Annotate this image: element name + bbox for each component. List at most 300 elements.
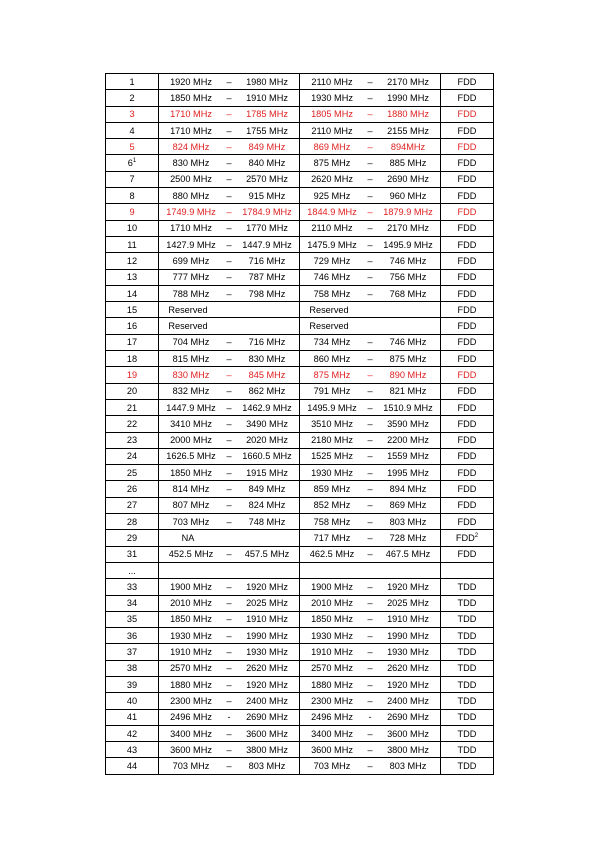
duplex-mode: FDD	[457, 418, 477, 429]
band-number: 10	[126, 223, 138, 234]
uplink-low-freq: 1850 MHz	[170, 614, 212, 625]
downlink-high-freq: 728 MHz	[389, 532, 427, 543]
table-row	[106, 709, 494, 725]
table-row	[106, 595, 494, 611]
band-number: 16	[126, 321, 138, 332]
duplex-mode-cell	[441, 465, 494, 481]
uplink-range-cell	[159, 155, 300, 171]
duplex-mode-cell	[441, 758, 494, 774]
range-dash: –	[226, 630, 232, 641]
range-dash: –	[226, 207, 232, 218]
range-dash: –	[226, 663, 232, 674]
band-number-cell	[106, 497, 159, 513]
uplink-range-cell	[159, 367, 300, 383]
range-dash: –	[367, 451, 373, 462]
duplex-mode: TDD	[457, 761, 477, 772]
duplex-mode-cell	[441, 269, 494, 285]
range-dash: –	[367, 255, 373, 266]
downlink-reserved: Reserved	[309, 321, 349, 332]
band-number: 13	[126, 272, 138, 283]
duplex-mode-cell	[441, 644, 494, 660]
table-row	[106, 676, 494, 692]
table-row	[106, 204, 494, 220]
range-dash: –	[226, 223, 232, 234]
uplink-high-freq: 1920 MHz	[246, 679, 288, 690]
duplex-mode-cell	[441, 595, 494, 611]
duplex-mode: FDD	[455, 532, 475, 543]
downlink-low-freq: 791 MHz	[313, 386, 351, 397]
table-row	[106, 432, 494, 448]
duplex-mode-cell	[441, 693, 494, 709]
band-number: ...	[128, 565, 136, 576]
band-number-cell	[106, 220, 159, 236]
duplex-mode-cell	[441, 725, 494, 741]
uplink-high-freq: 1785 MHz	[246, 109, 288, 120]
downlink-range-cell	[300, 595, 441, 611]
table-row	[106, 302, 494, 318]
duplex-mode-cell	[441, 432, 494, 448]
uplink-range-cell	[159, 579, 300, 595]
downlink-low-freq: 703 MHz	[313, 761, 351, 772]
table-row	[106, 188, 494, 204]
uplink-high-freq: 1784.9 MHz	[242, 207, 292, 218]
duplex-mode: FDD	[457, 141, 477, 152]
downlink-range-cell	[300, 106, 441, 122]
table-row	[106, 530, 494, 546]
band-number-cell	[106, 562, 159, 578]
band-number-cell	[106, 90, 159, 106]
uplink-high-freq: 845 MHz	[248, 369, 286, 380]
downlink-high-freq: 2620 MHz	[387, 663, 429, 674]
uplink-low-freq: 1880 MHz	[170, 679, 212, 690]
duplex-mode-cell	[441, 285, 494, 301]
duplex-mode: FDD	[457, 516, 477, 527]
uplink-high-freq: 3800 MHz	[246, 744, 288, 755]
downlink-high-freq: 803 MHz	[389, 761, 427, 772]
uplink-range-cell	[159, 514, 300, 530]
downlink-high-freq: 2025 MHz	[387, 598, 429, 609]
range-dash: –	[226, 190, 232, 201]
band-number: 5	[129, 141, 135, 152]
band-number: 6	[127, 158, 133, 169]
downlink-low-freq: 2010 MHz	[311, 598, 353, 609]
range-dash: –	[226, 728, 232, 739]
downlink-high-freq: 1920 MHz	[387, 581, 429, 592]
downlink-high-freq: 1990 MHz	[387, 92, 429, 103]
range-dash: –	[367, 630, 373, 641]
downlink-range-cell	[300, 204, 441, 220]
downlink-high-freq: 1930 MHz	[387, 647, 429, 658]
band-number-cell	[106, 74, 159, 90]
downlink-low-freq: 758 MHz	[313, 288, 351, 299]
band-number: 22	[126, 418, 138, 429]
uplink-range-cell	[159, 318, 300, 334]
band-number: 23	[126, 435, 138, 446]
table-row	[106, 416, 494, 432]
uplink-range-cell	[159, 725, 300, 741]
band-number: 43	[126, 744, 138, 755]
uplink-range-cell	[159, 90, 300, 106]
downlink-high-freq: 2170 MHz	[387, 76, 429, 87]
table-row	[106, 448, 494, 464]
duplex-mode: FDD	[457, 174, 477, 185]
range-dash: –	[226, 369, 232, 380]
uplink-high-freq: 1447.9 MHz	[242, 239, 292, 250]
downlink-low-freq: 1475.9 MHz	[307, 239, 357, 250]
duplex-mode-cell	[441, 171, 494, 187]
downlink-range-cell	[300, 530, 441, 546]
downlink-low-freq: 758 MHz	[313, 516, 351, 527]
downlink-range-cell	[300, 399, 441, 415]
duplex-mode-cell	[441, 106, 494, 122]
downlink-high-freq: 3600 MHz	[387, 728, 429, 739]
duplex-mode-cell	[441, 676, 494, 692]
downlink-range-cell	[300, 220, 441, 236]
band-number: 15	[126, 304, 138, 315]
range-dash: –	[367, 435, 373, 446]
uplink-high-freq: 1462.9 MHz	[242, 402, 292, 413]
downlink-high-freq: 2200 MHz	[387, 435, 429, 446]
range-dash: -	[227, 712, 231, 723]
downlink-high-freq: 894 MHz	[389, 484, 427, 495]
range-dash: –	[226, 451, 232, 462]
uplink-high-freq: 803 MHz	[248, 761, 286, 772]
downlink-low-freq: 1850 MHz	[311, 614, 353, 625]
uplink-low-freq: 3600 MHz	[170, 744, 212, 755]
downlink-range-cell	[300, 448, 441, 464]
range-dash: –	[226, 174, 232, 185]
duplex-mode: FDD	[457, 321, 477, 332]
duplex-mode-cell	[441, 399, 494, 415]
duplex-mode: FDD	[457, 500, 477, 511]
uplink-low-freq: 807 MHz	[172, 500, 210, 511]
band-number-cell	[106, 693, 159, 709]
uplink-high-freq: 1920 MHz	[246, 581, 288, 592]
uplink-range-cell	[159, 448, 300, 464]
band-number-cell	[106, 709, 159, 725]
duplex-mode: FDD	[457, 337, 477, 348]
uplink-range-cell	[159, 530, 300, 546]
range-dash: –	[226, 125, 232, 136]
band-number: 36	[126, 630, 138, 641]
downlink-low-freq: 1525 MHz	[311, 451, 353, 462]
range-dash: –	[226, 255, 232, 266]
downlink-high-freq: 875 MHz	[389, 353, 427, 364]
downlink-range-cell	[300, 611, 441, 627]
table-row	[106, 465, 494, 481]
uplink-low-freq: 832 MHz	[172, 386, 210, 397]
downlink-range-cell	[300, 139, 441, 155]
band-number-cell	[106, 546, 159, 562]
range-dash: –	[367, 92, 373, 103]
band-number-cell	[106, 236, 159, 252]
uplink-range-cell	[159, 285, 300, 301]
downlink-range-cell	[300, 236, 441, 252]
downlink-high-freq: 885 MHz	[389, 158, 427, 169]
uplink-high-freq: 3600 MHz	[246, 728, 288, 739]
duplex-mode: FDD	[457, 386, 477, 397]
range-dash: –	[226, 598, 232, 609]
duplex-mode: TDD	[457, 695, 477, 706]
uplink-low-freq: 1710 MHz	[170, 125, 212, 136]
uplink-range-cell	[159, 220, 300, 236]
downlink-range-cell	[300, 546, 441, 562]
table-row	[106, 758, 494, 774]
downlink-high-freq: 768 MHz	[389, 288, 427, 299]
downlink-high-freq: 1880 MHz	[387, 109, 429, 120]
uplink-high-freq: 748 MHz	[248, 516, 286, 527]
uplink-range-cell	[159, 742, 300, 758]
uplink-high-freq: 1980 MHz	[246, 76, 288, 87]
table-row	[106, 220, 494, 236]
band-number-cell	[106, 302, 159, 318]
band-number-cell	[106, 676, 159, 692]
duplex-mode-cell	[441, 74, 494, 90]
uplink-high-freq: 2025 MHz	[246, 598, 288, 609]
uplink-low-freq: 1850 MHz	[170, 92, 212, 103]
duplex-mode: FDD	[457, 239, 477, 250]
uplink-low-freq: 777 MHz	[172, 272, 210, 283]
uplink-high-freq: 840 MHz	[248, 158, 286, 169]
footnote-marker: 2	[474, 532, 479, 539]
downlink-range-cell	[300, 465, 441, 481]
uplink-na: NA	[181, 532, 195, 543]
band-number: 29	[126, 532, 138, 543]
band-number-cell	[106, 725, 159, 741]
range-dash: –	[226, 418, 232, 429]
band-number-cell	[106, 318, 159, 334]
uplink-range-cell	[159, 481, 300, 497]
downlink-low-freq: 2110 MHz	[311, 125, 353, 136]
downlink-range-cell	[300, 155, 441, 171]
downlink-low-freq: 2180 MHz	[311, 435, 353, 446]
uplink-high-freq: 798 MHz	[248, 288, 286, 299]
downlink-low-freq: 859 MHz	[313, 484, 351, 495]
duplex-mode-cell	[441, 334, 494, 350]
range-dash: –	[367, 679, 373, 690]
table-row	[106, 171, 494, 187]
band-number-cell	[106, 530, 159, 546]
range-dash: –	[226, 158, 232, 169]
band-number-cell	[106, 742, 159, 758]
uplink-low-freq: 880 MHz	[172, 190, 210, 201]
downlink-range-cell	[300, 758, 441, 774]
uplink-high-freq: 915 MHz	[248, 190, 286, 201]
table-row	[106, 236, 494, 252]
duplex-mode: FDD	[457, 207, 477, 218]
duplex-mode: FDD	[457, 304, 477, 315]
uplink-range-cell	[159, 302, 300, 318]
downlink-low-freq: 1900 MHz	[311, 581, 353, 592]
range-dash: –	[226, 695, 232, 706]
uplink-high-freq: 2570 MHz	[246, 174, 288, 185]
duplex-mode: TDD	[457, 679, 477, 690]
downlink-range-cell	[300, 253, 441, 269]
duplex-mode: FDD	[457, 369, 477, 380]
uplink-high-freq: 1770 MHz	[246, 223, 288, 234]
downlink-high-freq: 2690 MHz	[387, 712, 429, 723]
duplex-mode-cell	[441, 530, 494, 546]
duplex-mode-cell	[441, 90, 494, 106]
duplex-mode-cell	[441, 318, 494, 334]
uplink-range-cell	[159, 644, 300, 660]
duplex-mode-cell	[441, 742, 494, 758]
band-number-cell	[106, 122, 159, 138]
table-row	[106, 693, 494, 709]
uplink-range-cell	[159, 399, 300, 415]
duplex-mode-cell	[441, 236, 494, 252]
band-number: 28	[126, 516, 138, 527]
uplink-low-freq: 1427.9 MHz	[166, 239, 216, 250]
range-dash: –	[226, 435, 232, 446]
uplink-high-freq: 1910 MHz	[246, 92, 288, 103]
downlink-high-freq: 746 MHz	[389, 337, 427, 348]
band-number-cell	[106, 595, 159, 611]
range-dash: –	[367, 500, 373, 511]
duplex-mode-cell	[441, 367, 494, 383]
duplex-mode-cell	[441, 546, 494, 562]
table-row	[106, 90, 494, 106]
downlink-low-freq: 462.5 MHz	[309, 549, 355, 560]
uplink-low-freq: 699 MHz	[172, 255, 210, 266]
range-dash: –	[367, 109, 373, 120]
uplink-low-freq: 1850 MHz	[170, 467, 212, 478]
downlink-range-cell	[300, 497, 441, 513]
band-number-cell	[106, 106, 159, 122]
downlink-high-freq: 3590 MHz	[387, 418, 429, 429]
range-dash: –	[226, 141, 232, 152]
uplink-range-cell	[159, 758, 300, 774]
table-row	[106, 497, 494, 513]
uplink-low-freq: 704 MHz	[172, 337, 210, 348]
uplink-range-cell	[159, 253, 300, 269]
duplex-mode: FDD	[457, 435, 477, 446]
uplink-high-freq: 824 MHz	[248, 500, 286, 511]
uplink-high-freq: 1930 MHz	[246, 647, 288, 658]
range-dash: –	[367, 125, 373, 136]
duplex-mode-cell	[441, 514, 494, 530]
table-row	[106, 644, 494, 660]
downlink-low-freq: 746 MHz	[313, 272, 351, 283]
uplink-low-freq: 452.5 MHz	[168, 549, 214, 560]
downlink-range-cell	[300, 481, 441, 497]
duplex-mode-cell	[441, 628, 494, 644]
downlink-low-freq: 1930 MHz	[311, 630, 353, 641]
band-number: 3	[129, 109, 135, 120]
range-dash: –	[367, 484, 373, 495]
band-number-cell	[106, 351, 159, 367]
duplex-mode-cell	[441, 351, 494, 367]
downlink-range-cell	[300, 269, 441, 285]
downlink-reserved: Reserved	[309, 304, 349, 315]
band-number: 34	[126, 598, 138, 609]
duplex-mode: TDD	[457, 598, 477, 609]
band-number: 7	[129, 174, 135, 185]
downlink-range-cell	[300, 351, 441, 367]
uplink-reserved: Reserved	[168, 321, 208, 332]
uplink-low-freq: 830 MHz	[172, 158, 210, 169]
uplink-high-freq: 2690 MHz	[246, 712, 288, 723]
table-row	[106, 139, 494, 155]
range-dash: –	[367, 647, 373, 658]
downlink-high-freq: 1495.9 MHz	[383, 239, 433, 250]
downlink-high-freq: 1510.9 MHz	[383, 402, 433, 413]
downlink-low-freq: 1495.9 MHz	[307, 402, 357, 413]
downlink-range-cell	[300, 709, 441, 725]
duplex-mode: FDD	[457, 467, 477, 478]
duplex-mode: FDD	[457, 158, 477, 169]
duplex-mode: TDD	[457, 647, 477, 658]
uplink-range-cell	[159, 236, 300, 252]
band-number: 26	[126, 484, 138, 495]
downlink-low-freq: 875 MHz	[313, 158, 351, 169]
downlink-low-freq: 2300 MHz	[311, 695, 353, 706]
range-dash: –	[226, 516, 232, 527]
uplink-range-cell	[159, 334, 300, 350]
uplink-low-freq: 1900 MHz	[170, 581, 212, 592]
range-dash: –	[226, 647, 232, 658]
uplink-high-freq: 862 MHz	[248, 386, 286, 397]
downlink-high-freq: 746 MHz	[389, 255, 427, 266]
uplink-high-freq: 457.5 MHz	[244, 549, 290, 560]
uplink-high-freq: 2020 MHz	[246, 435, 288, 446]
range-dash: –	[367, 581, 373, 592]
downlink-high-freq: 1910 MHz	[387, 614, 429, 625]
band-number: 41	[126, 712, 138, 723]
downlink-range-cell	[300, 725, 441, 741]
downlink-low-freq: 860 MHz	[313, 353, 351, 364]
duplex-mode-cell	[441, 660, 494, 676]
range-dash: –	[226, 239, 232, 250]
band-number: 11	[127, 239, 137, 250]
table-row	[106, 399, 494, 415]
downlink-range-cell	[300, 367, 441, 383]
range-dash: –	[367, 695, 373, 706]
uplink-high-freq: 1910 MHz	[246, 614, 288, 625]
band-number: 2	[129, 92, 135, 103]
band-number-cell	[106, 416, 159, 432]
band-number: 24	[126, 451, 138, 462]
range-dash: –	[367, 467, 373, 478]
range-dash: –	[226, 679, 232, 690]
band-number-cell	[106, 448, 159, 464]
duplex-mode: TDD	[457, 630, 477, 641]
duplex-mode: TDD	[457, 728, 477, 739]
range-dash: –	[367, 386, 373, 397]
band-number-cell	[106, 334, 159, 350]
range-dash: –	[367, 532, 373, 543]
downlink-high-freq: 1559 MHz	[387, 451, 429, 462]
uplink-high-freq: 849 MHz	[248, 141, 286, 152]
range-dash: –	[226, 92, 232, 103]
downlink-low-freq: 852 MHz	[313, 500, 351, 511]
duplex-mode-cell	[441, 188, 494, 204]
range-dash: –	[367, 614, 373, 625]
downlink-range-cell	[300, 383, 441, 399]
duplex-mode-cell	[441, 481, 494, 497]
table-row	[106, 253, 494, 269]
uplink-low-freq: 3410 MHz	[170, 418, 212, 429]
band-number: 12	[126, 255, 138, 266]
downlink-low-freq: 2110 MHz	[311, 76, 353, 87]
downlink-low-freq: 875 MHz	[313, 369, 351, 380]
range-dash: –	[226, 761, 232, 772]
uplink-range-cell	[159, 693, 300, 709]
downlink-range-cell	[300, 334, 441, 350]
band-number: 18	[126, 353, 138, 364]
downlink-range-cell	[300, 676, 441, 692]
band-number-cell	[106, 644, 159, 660]
